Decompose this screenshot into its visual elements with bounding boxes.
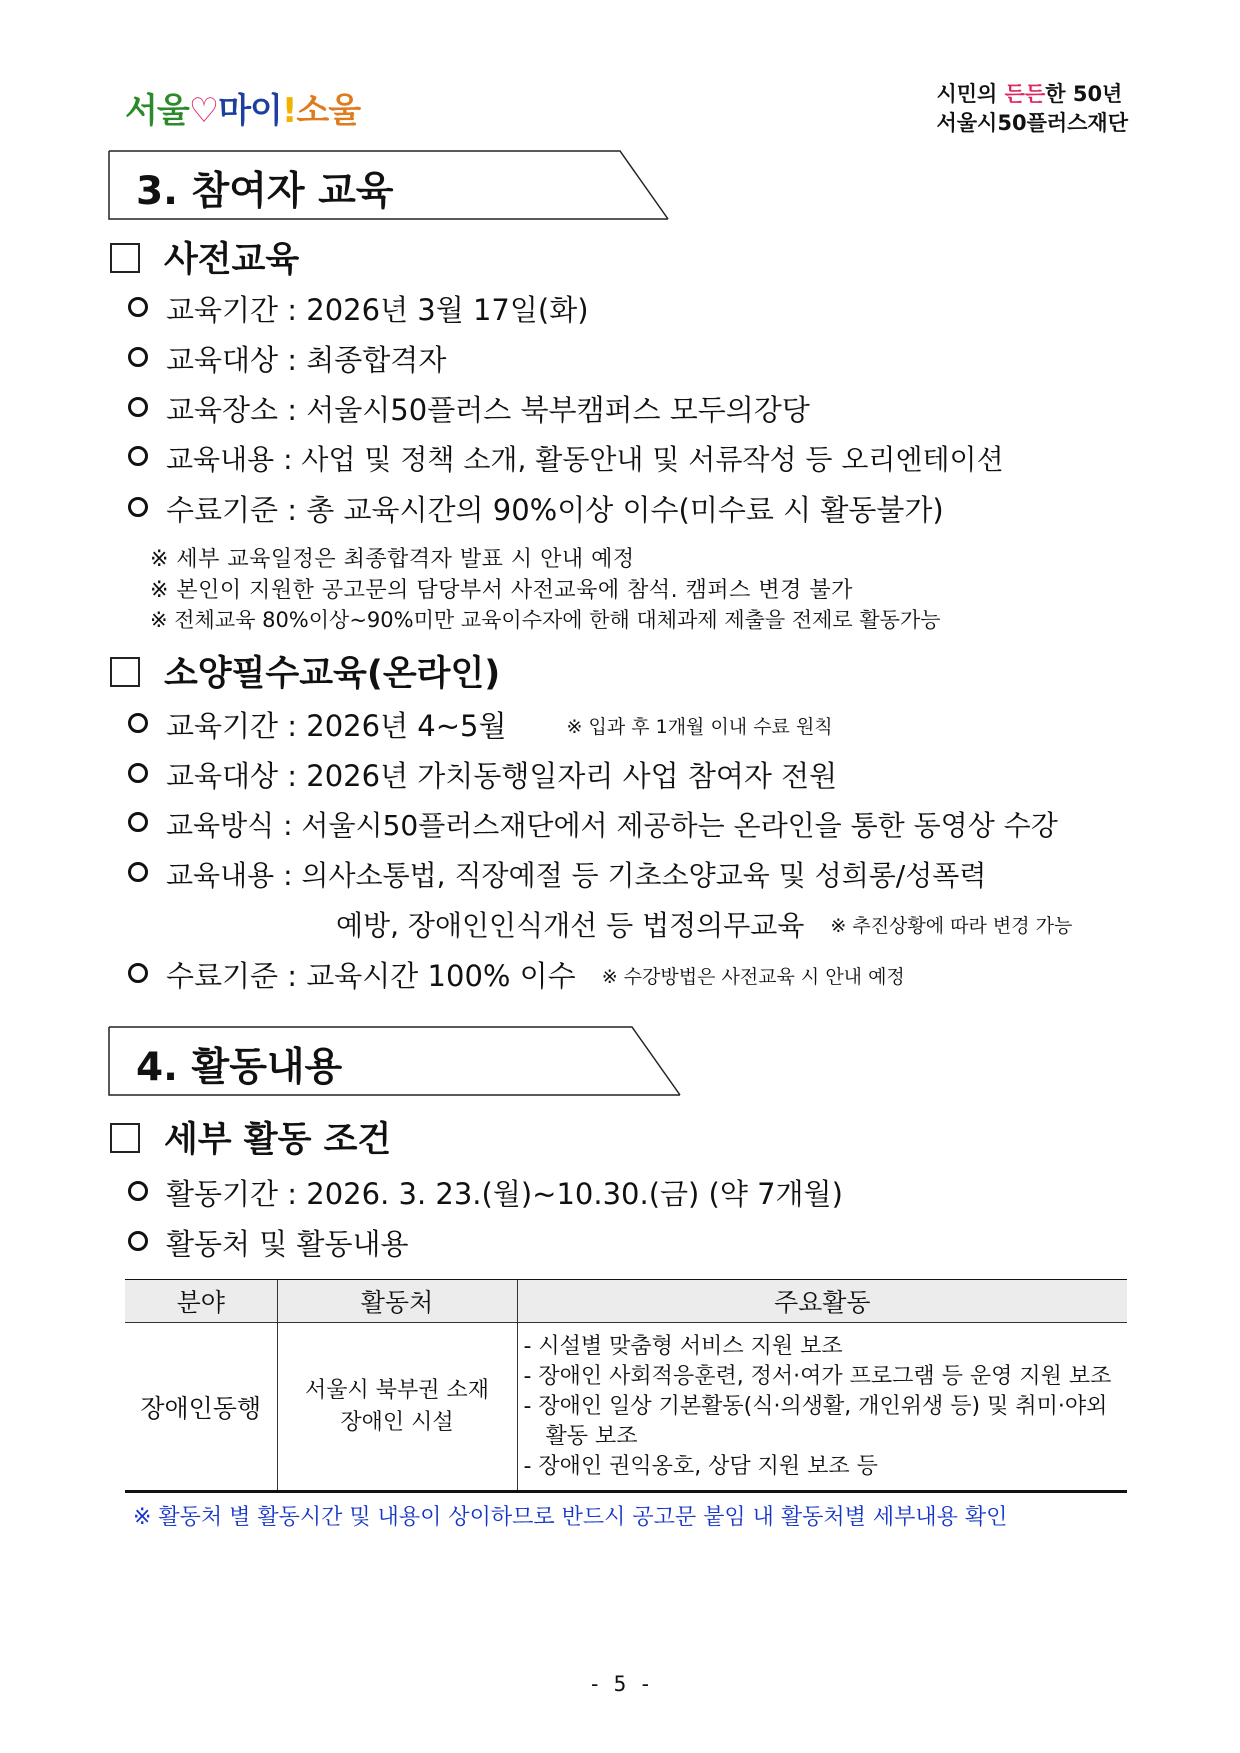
circle-bullet-icon (128, 297, 148, 317)
activity-item: - 장애인 사회적응훈련, 정서·여가 프로그램 등 운영 지원 보조 (523, 1363, 1112, 1389)
activity-note: ※ 활동처 별 활동시간 및 내용이 상이하므로 반드시 공고문 붙임 내 활동처별 세부내용 확인 (133, 1505, 1008, 1530)
activity-item-continuation: 활동 보조 (545, 1423, 638, 1449)
activity-conditions-heading: 세부 활동 조건 (110, 1112, 391, 1162)
cell-place: 서울시 북부권 소재 장애인 시설 (277, 1323, 517, 1491)
circle-bullet-icon (128, 812, 148, 832)
activity-item: - 시설별 맞춤형 서비스 지원 보조 (523, 1333, 843, 1359)
circle-bullet-icon (128, 1231, 148, 1251)
list-item: 교육장소 : 서울시50플러스 북부캠퍼스 모두의강당 (128, 388, 810, 429)
list-item: 교육기간 : 2026년 4~5월 ※ 입과 후 1개월 이내 수료 원칙 (128, 704, 833, 745)
note-text: ※ 본인이 지원한 공고문의 담당부서 사전교육에 참석. 캠퍼스 변경 불가 (150, 578, 853, 603)
list-item: 교육대상 : 최종합격자 (128, 338, 446, 379)
seoul-my-soul-logo: 서울♡마이!소울 (125, 91, 361, 131)
pre-education-heading: 사전교육 (110, 232, 299, 282)
table-header-row (125, 1280, 1127, 1323)
table-bottom-rule (125, 1490, 1127, 1493)
activity-table (125, 1280, 1127, 1491)
foundation-slogan: 시민의 든든한 50년 서울시50플러스재단 (936, 82, 1128, 135)
page-number: - 5 - (588, 1672, 652, 1696)
list-item: 교육대상 : 2026년 가치동행일자리 사업 참여자 전원 (128, 754, 837, 795)
list-item: 활동기간 : 2026. 3. 23.(월)~10.30.(금) (약 7개월) (128, 1172, 843, 1213)
checkbox-square-icon (110, 657, 140, 687)
header-main-activities: 주요활동 (517, 1280, 1127, 1323)
circle-bullet-icon (128, 963, 148, 983)
online-education-heading: 소양필수교육(온라인) (110, 646, 500, 696)
list-item: 교육내용 : 사업 및 정책 소개, 활동안내 및 서류작성 등 오리엔테이션 (128, 438, 1004, 478)
circle-bullet-icon (128, 347, 148, 367)
section-4-banner (108, 1026, 680, 1096)
checkbox-square-icon (110, 1123, 140, 1153)
circle-bullet-icon (128, 446, 148, 466)
checkbox-square-icon (110, 243, 140, 273)
list-item: 활동처 및 활동내용 (128, 1222, 409, 1263)
list-item: 교육방식 : 서울시50플러스재단에서 제공하는 온라인을 통한 동영상 수강 (128, 804, 1058, 844)
circle-bullet-icon (128, 397, 148, 417)
list-item: 수료기준 : 총 교육시간의 90%이상 이수(미수료 시 활동불가) (128, 488, 944, 529)
circle-bullet-icon (128, 862, 148, 882)
header-field: 분야 (125, 1280, 277, 1323)
note-text: ※ 세부 교육일정은 최종합격자 발표 시 안내 예정 (150, 547, 635, 572)
circle-bullet-icon (128, 497, 148, 517)
section-3-title: 3. 참여자 교육 (136, 169, 394, 214)
section-4-title: 4. 활동내용 (136, 1045, 343, 1090)
activity-item: - 장애인 일상 기본활동(식·의생활, 개인위생 등) 및 취미·야외 (523, 1393, 1108, 1419)
list-item: 교육기간 : 2026년 3월 17일(화) (128, 288, 589, 329)
table-row (125, 1323, 1127, 1491)
cell-activities (517, 1323, 1127, 1491)
circle-bullet-icon (128, 1181, 148, 1201)
circle-bullet-icon (128, 763, 148, 783)
note-text: ※ 전체교육 80%이상~90%미만 교육이수자에 한해 대체과제 제출을 전제로 활동가능 (150, 608, 941, 632)
circle-bullet-icon (128, 713, 148, 733)
list-item-continuation: 예방, 장애인인식개선 등 법정의무교육 ※ 추진상황에 따라 변경 가능 (336, 909, 1073, 942)
list-item: 수료기준 : 교육시간 100% 이수 ※ 수강방법은 사전교육 시 안내 예정 (128, 954, 905, 995)
section-3-banner (108, 150, 668, 220)
cell-field: 장애인동행 (125, 1323, 277, 1491)
list-item: 교육내용 : 의사소통법, 직장예절 등 기초소양교육 및 성희롱/성폭력 (128, 854, 986, 894)
activity-item: - 장애인 권익옹호, 상담 지원 보조 등 (523, 1453, 878, 1479)
header-place: 활동처 (277, 1280, 517, 1323)
